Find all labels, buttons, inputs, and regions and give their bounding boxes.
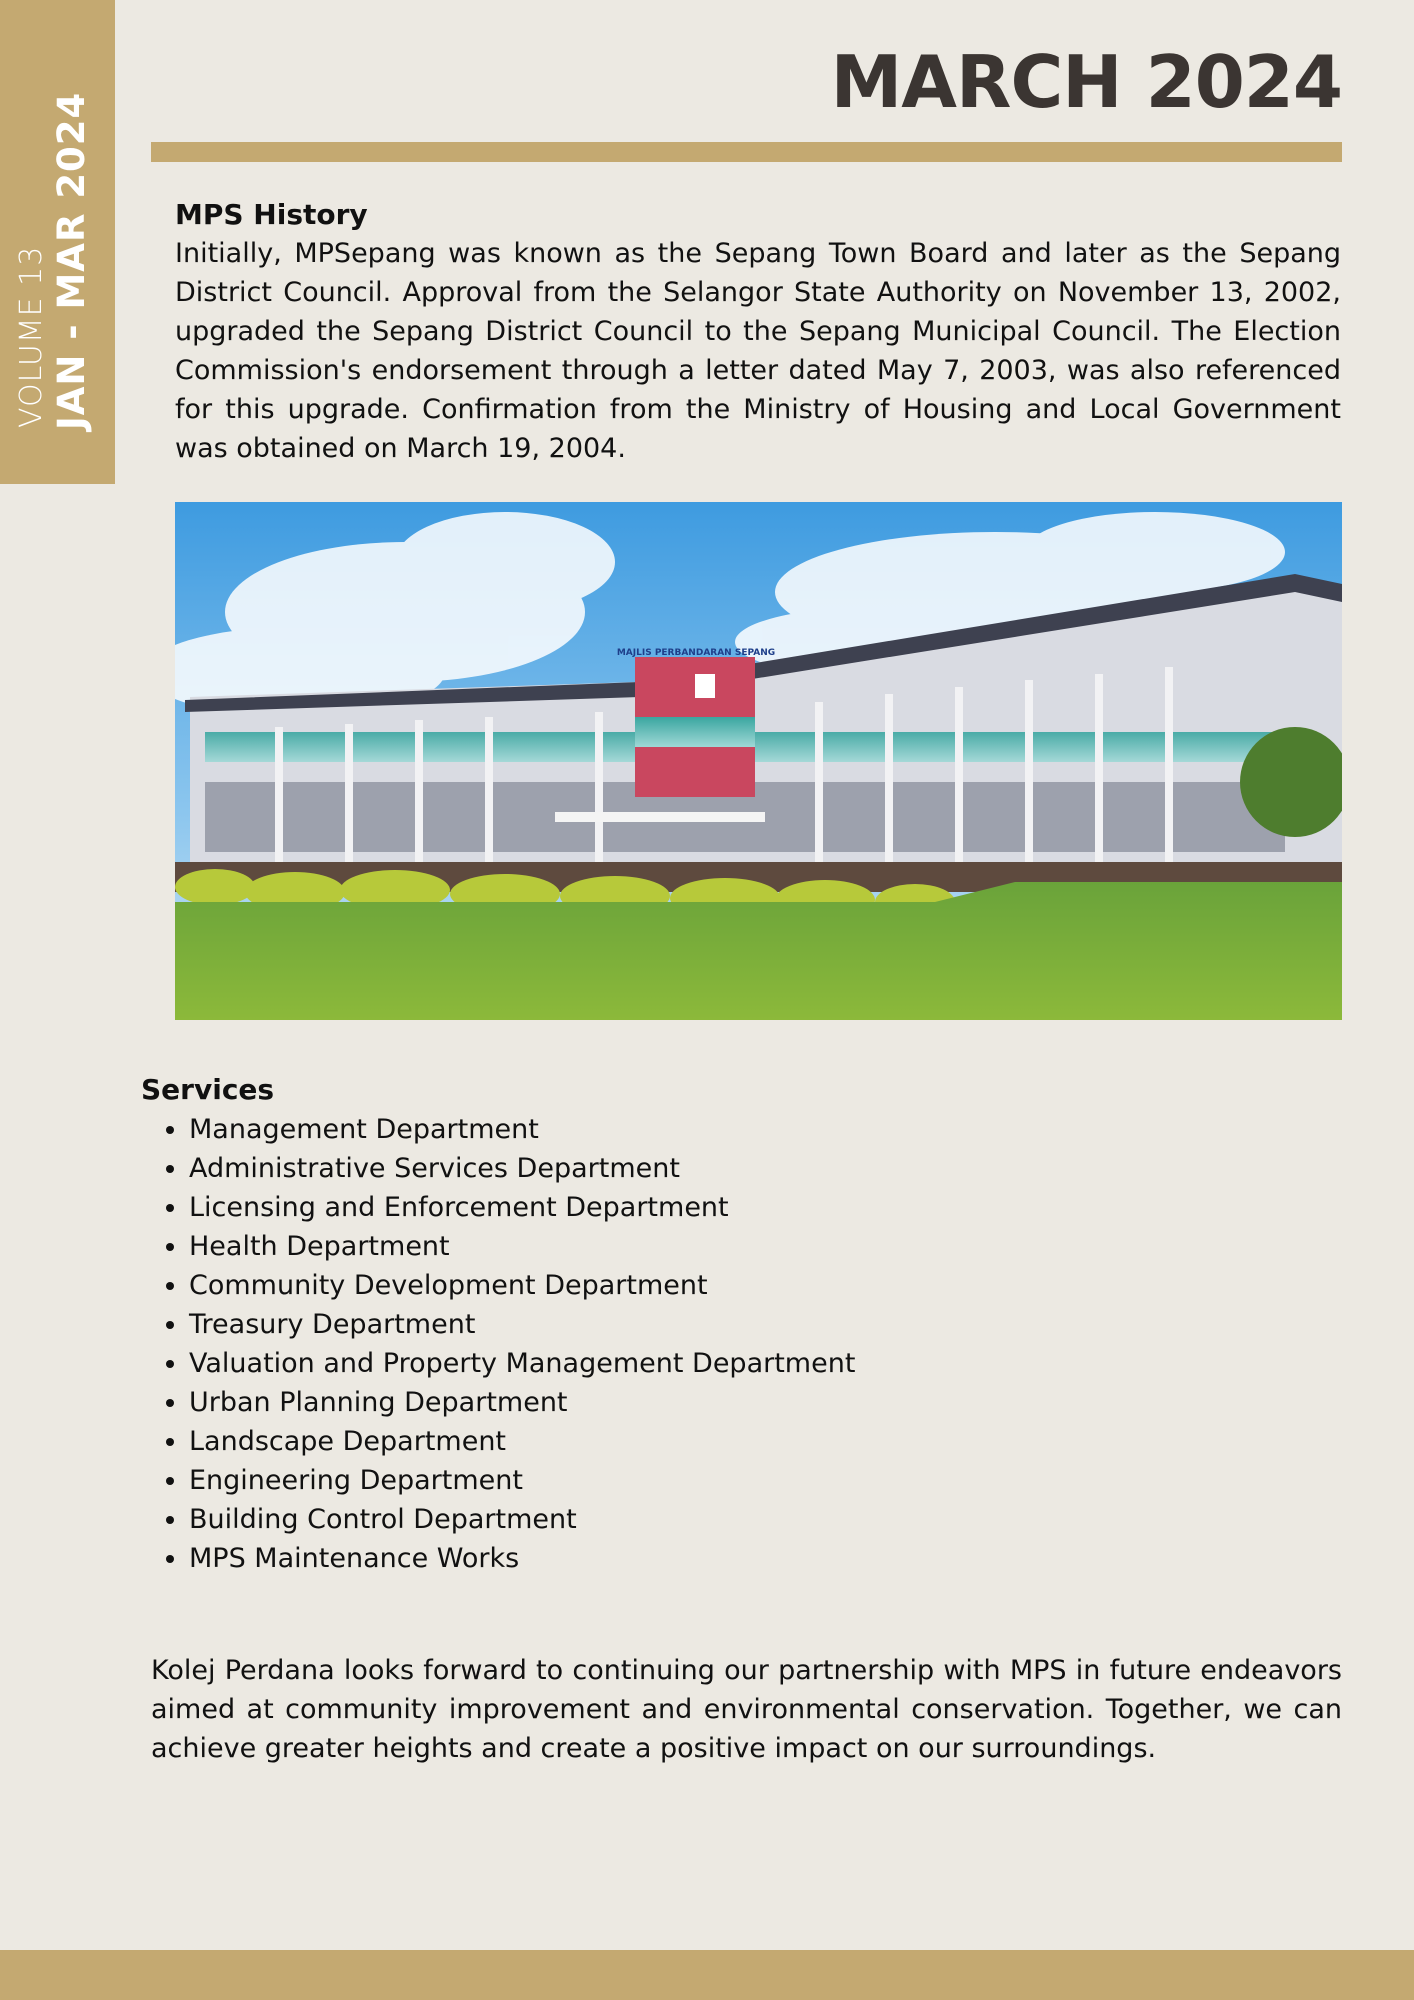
volume-label: VOLUME 13	[14, 245, 49, 428]
council-emblem	[695, 674, 715, 698]
history-body: Initially, MPSepang was known as the Sepang Town Board and later as the Sepang District Council. Approval from the Selangor State Authority on November 13, 2002, upgraded the Sepang District Council to the Sepang Municipal Council. The Election Commission's endorsement through a letter dated May 7, 2003, was also referenced for this upgrade. Confirmation from the Ministry of Housing and Local Government was obtained on March 19, 2004.	[175, 238, 1341, 464]
list-item: • Landscape Department	[189, 1422, 1241, 1461]
list-item: • Building Control Department	[189, 1500, 1241, 1539]
list-item: • Urban Planning Department	[189, 1383, 1241, 1422]
building-photo	[175, 502, 1342, 1020]
page-title: MARCH 2024	[830, 40, 1342, 124]
list-item: • Management Department	[189, 1110, 1241, 1149]
list-item: • Health Department	[189, 1227, 1241, 1266]
list-item: • Community Development Department	[189, 1266, 1241, 1305]
footer-band	[0, 1950, 1414, 2000]
history-section	[175, 195, 1341, 468]
list-item: • Engineering Department	[189, 1461, 1241, 1500]
services-heading: Services	[141, 1073, 275, 1106]
services-list	[141, 1110, 1241, 1578]
list-item: • Licensing and Enforcement Department	[189, 1188, 1241, 1227]
side-tab	[0, 0, 115, 484]
list-item: • Valuation and Property Management Department	[189, 1344, 1241, 1383]
lawn	[175, 882, 1342, 1020]
history-heading: MPS History	[175, 198, 368, 231]
list-item: • MPS Maintenance Works	[189, 1539, 1241, 1578]
title-divider	[151, 142, 1342, 162]
building-sign: MAJLIS PERBANDARAN SEPANG	[616, 648, 776, 658]
date-range-label: JAN - MAR 2024	[50, 91, 93, 430]
list-item: • Administrative Services Department	[189, 1149, 1241, 1188]
services-section	[141, 1070, 1241, 1578]
list-item: • Treasury Department	[189, 1305, 1241, 1344]
building-illustration	[175, 502, 1342, 1020]
closing-paragraph: Kolej Perdana looks forward to continuing our partnership with MPS in future endeavors aimed at community improvement and environmental conservation. Together, we can achieve greater heights and create a positive impact on our surroundings.	[151, 1655, 1342, 1764]
